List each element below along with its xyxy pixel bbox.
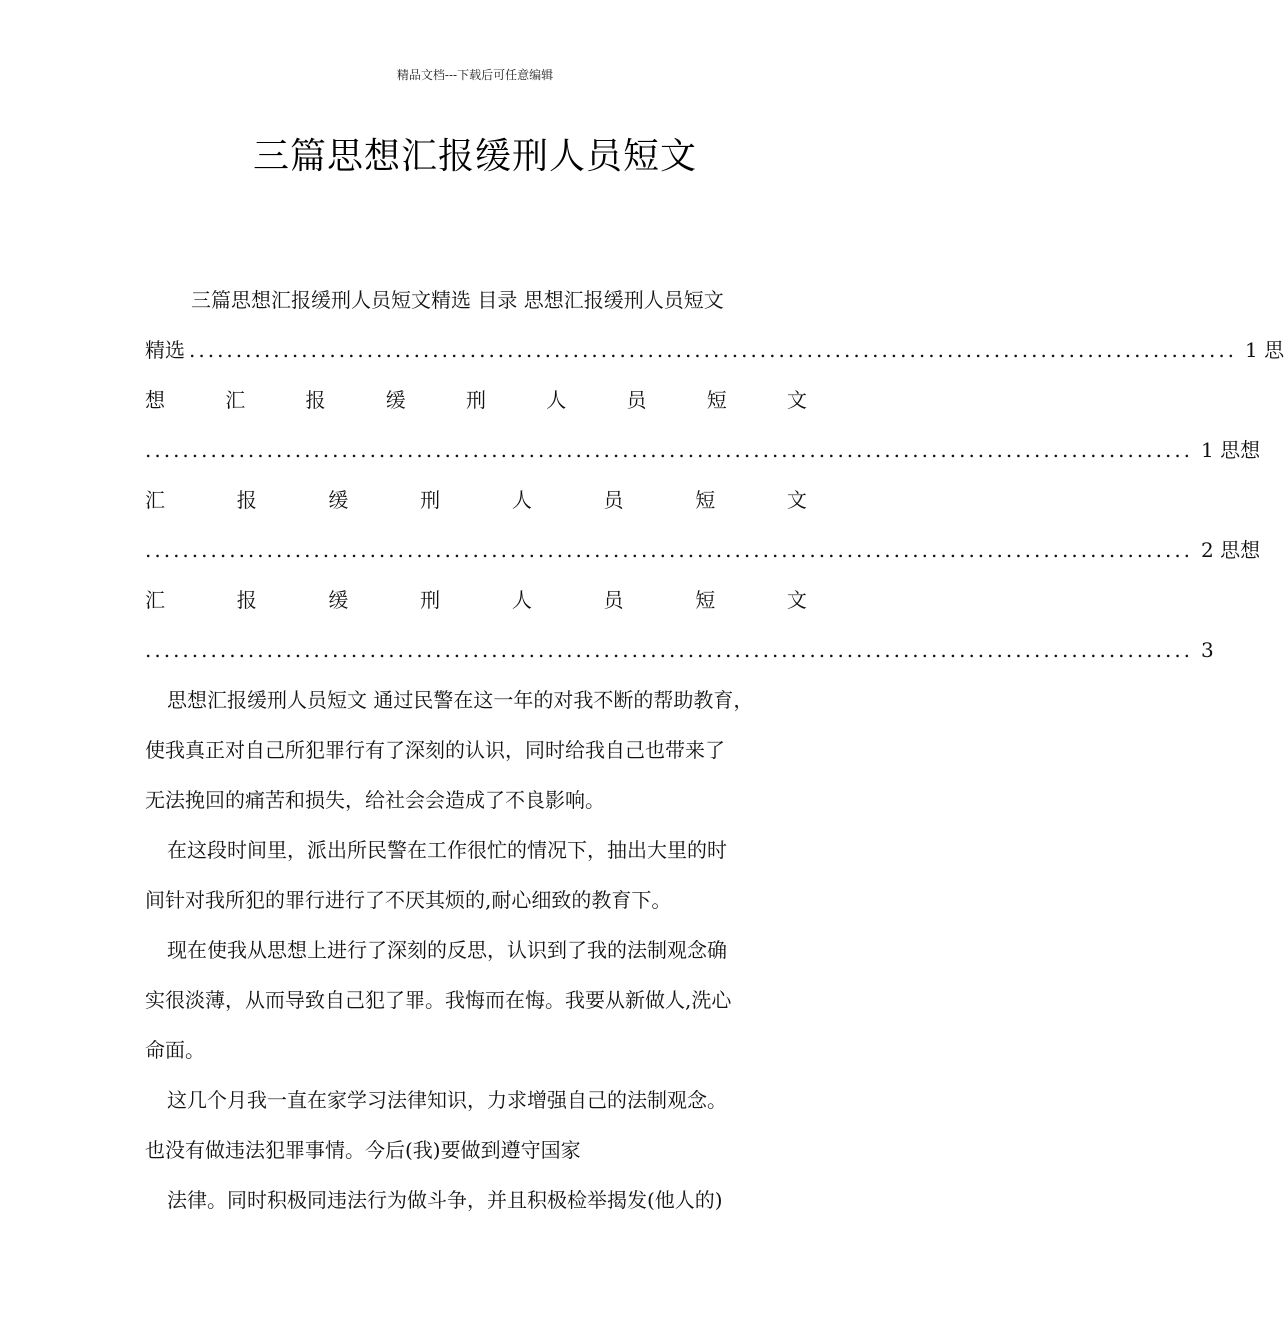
toc-page-number: 2 思想 [1201,538,1261,562]
header-note: 精品文档---下载后可任意编辑 [396,68,554,82]
toc-char: 员 [603,488,624,512]
toc-page-number: 3 [1201,638,1214,662]
toc-intro [145,285,807,315]
paragraph-line: 也没有做违法犯罪事情。今后(我)要做到遵守国家 [145,1138,581,1162]
paragraph-line: 间针对我所犯的罪行进行了不厌其烦的,耐心细致的教育下。 [145,888,672,912]
paragraph-line: 思想汇报缓刑人员短文 通过民警在这一年的对我不断的帮助教育， [167,688,754,712]
paragraph-line: 法律。同时积极同违法行为做斗争，并且积极检举揭发(他人的) [167,1188,723,1212]
toc-char: 员 [603,588,624,612]
toc-dot-leader: ................................................................................................................ [145,538,1194,562]
toc-char: 员 [626,388,647,412]
toc-spread-line-1 [145,385,807,415]
toc-entry-label: 精选 [145,338,185,362]
toc-char: 报 [236,588,257,612]
toc-entry-1 [145,335,1284,365]
toc-entry-4 [145,635,1214,665]
toc-dot-leader: ................................................................................................................ [145,438,1194,462]
toc-char: 短 [706,388,727,412]
toc-char: 文 [787,388,807,412]
paragraph-line: 无法挽回的痛苦和损失，给社会会造成了不良影响。 [145,788,605,812]
toc-dot-leader: ................................................................................................................ [189,338,1238,362]
toc-char: 汇 [145,588,165,612]
toc-page-number: 1 思 [1245,338,1284,362]
toc-dot-leader: ................................................................................................................ [145,638,1194,662]
toc-entry-2 [145,435,1261,465]
toc-char: 缓 [328,488,349,512]
paragraph-line: 使我真正对自己所犯罪行有了深刻的认识，同时给我自己也带来了 [145,738,725,762]
toc-char: 缓 [385,388,406,412]
toc-char: 文 [786,588,807,612]
toc-char: 刑 [420,488,441,512]
toc-entry-3 [145,535,1261,565]
toc-char: 报 [305,388,326,412]
toc-page-number: 1 思想 [1201,438,1261,462]
toc-char: 文 [786,488,807,512]
paragraph-line: 这几个月我一直在家学习法律知识，力求增强自己的法制观念。 [167,1088,727,1112]
toc-char: 短 [695,488,716,512]
paragraph-line: 命面。 [145,1038,205,1062]
toc-char: 汇 [145,488,165,512]
toc-spread-line-3 [145,585,807,615]
paragraph-line: 在这段时间里，派出所民警在工作很忙的情况下，抽出大里的时 [167,838,727,862]
toc-char: 短 [695,588,716,612]
toc-char: 想 [145,388,165,412]
toc-char: 人 [511,488,532,512]
toc-spread-line-2 [145,485,807,515]
toc-char: 人 [546,388,567,412]
paragraph-line: 现在使我从思想上进行了深刻的反思，认识到了我的法制观念确 [167,938,727,962]
toc-char: 报 [236,488,257,512]
toc-intro-text: 三篇思想汇报缓刑人员短文精选 目录 思想汇报缓刑人员短文 [191,288,724,312]
toc-char: 人 [511,588,532,612]
toc-char: 刑 [466,388,486,412]
document-title: 三篇思想汇报缓刑人员短文 [252,136,697,177]
toc-char: 汇 [225,388,246,412]
toc-char: 刑 [420,588,441,612]
toc-char: 缓 [328,588,349,612]
paragraph-line: 实很淡薄，从而导致自己犯了罪。我悔而在悔。我要从新做人,洗心 [145,988,732,1012]
